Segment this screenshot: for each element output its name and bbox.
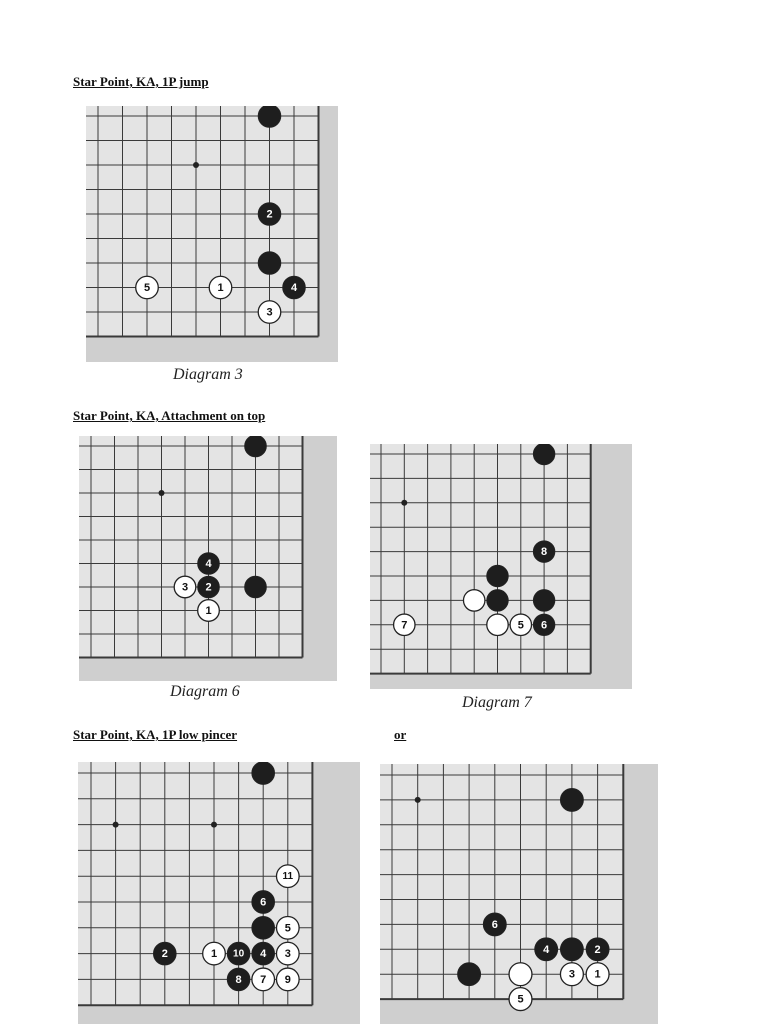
stone-move-number: 1 xyxy=(594,968,601,981)
hoshi-point xyxy=(211,822,217,828)
diagram-3-caption: Diagram 3 xyxy=(173,366,243,383)
board-edge-bottom xyxy=(86,337,338,363)
go-board-diagram-6 xyxy=(79,436,337,681)
stone-move-number: 3 xyxy=(284,948,291,961)
go-board-diagram-3 xyxy=(86,106,338,362)
stone-move-number: 11 xyxy=(282,871,294,883)
stone-move-number: 3 xyxy=(568,968,575,981)
white-stone xyxy=(487,614,508,635)
go-board-low-pincer-alt xyxy=(380,764,658,1024)
hoshi-point xyxy=(113,822,119,828)
white-stone xyxy=(463,590,484,611)
black-stone xyxy=(487,565,508,586)
stone-move-number: 1 xyxy=(205,605,212,617)
stone-move-number: 6 xyxy=(541,619,548,632)
hoshi-point xyxy=(415,797,421,803)
stone-move-number: 8 xyxy=(235,973,242,986)
section-heading-1p-jump: Star Point, KA, 1P jump xyxy=(73,74,209,89)
board-edge-bottom xyxy=(79,658,337,682)
stone-move-number: 1 xyxy=(210,948,218,961)
black-stone xyxy=(533,444,554,465)
stone-move-number: 7 xyxy=(260,973,267,986)
stone-move-number: 4 xyxy=(290,282,298,294)
black-stone xyxy=(245,436,267,457)
stone-move-number: 4 xyxy=(260,948,267,961)
black-stone xyxy=(487,590,508,611)
stone-move-number: 5 xyxy=(284,922,291,935)
black-stone xyxy=(560,788,583,811)
stone-move-number: 3 xyxy=(181,581,189,594)
black-stone xyxy=(258,106,281,127)
stone-move-number: 9 xyxy=(284,973,291,986)
board-edge-bottom xyxy=(78,1005,360,1024)
board-edge-right xyxy=(591,444,632,689)
black-stone xyxy=(533,590,554,611)
board-edge-right xyxy=(303,436,338,681)
go-board-diagram-7 xyxy=(370,444,632,689)
stone-move-number: 6 xyxy=(260,896,267,909)
diagram-7-caption: Diagram 7 xyxy=(462,694,532,711)
stone-move-number: 2 xyxy=(161,948,168,961)
stone-move-number: 5 xyxy=(517,993,524,1006)
stone-move-number: 2 xyxy=(205,581,212,594)
board-edge-right xyxy=(312,762,360,1024)
section-heading-attachment-on-top: Star Point, KA, Attachment on top xyxy=(73,408,266,423)
black-stone xyxy=(252,916,275,939)
stone-move-number: 4 xyxy=(543,943,550,956)
black-stone xyxy=(258,252,281,275)
stone-move-number: 8 xyxy=(541,546,548,559)
board-edge-bottom xyxy=(370,674,632,689)
black-stone xyxy=(560,938,583,961)
stone-move-number: 10 xyxy=(233,948,245,960)
go-board-low-pincer xyxy=(78,762,360,1024)
board-edge-right xyxy=(623,764,658,1024)
diagram-6-caption: Diagram 6 xyxy=(170,683,240,700)
board-edge-right xyxy=(319,106,339,362)
black-stone xyxy=(458,963,481,986)
hoshi-point xyxy=(159,490,165,496)
stone-move-number: 5 xyxy=(517,619,524,632)
hoshi-point xyxy=(193,162,199,168)
stone-move-number: 2 xyxy=(266,208,273,221)
board-surface xyxy=(86,106,338,362)
stone-move-number: 1 xyxy=(217,282,224,294)
stone-move-number: 2 xyxy=(594,943,601,956)
black-stone xyxy=(245,576,267,598)
stone-move-number: 7 xyxy=(401,619,408,632)
stone-move-number: 3 xyxy=(266,306,273,319)
black-stone xyxy=(252,762,275,784)
stone-move-number: 4 xyxy=(205,558,212,570)
stone-move-number: 5 xyxy=(143,282,151,294)
white-stone xyxy=(509,963,532,986)
stone-move-number: 6 xyxy=(491,918,498,931)
section-heading-1p-low-pincer: Star Point, KA, 1P low pincer xyxy=(73,727,238,742)
section-heading-or: or xyxy=(394,727,407,742)
hoshi-point xyxy=(401,500,407,506)
